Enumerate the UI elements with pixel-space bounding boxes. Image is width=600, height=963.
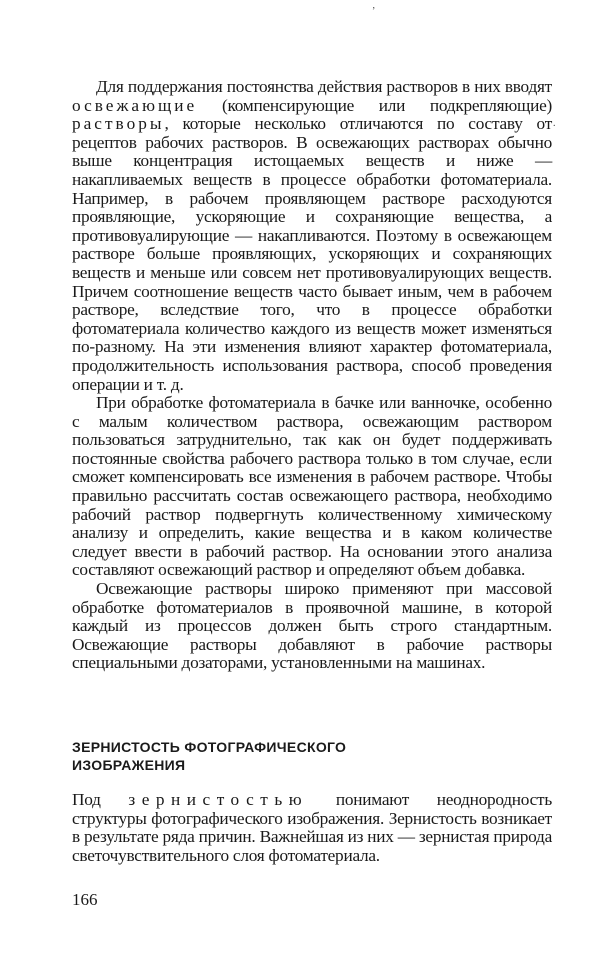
spaced-emphasis: растворы [72, 114, 165, 134]
paragraph-mass-processing: Освежающие растворы широко применяют при массовой обработке фотоматериалов в проявочной машине, в которой каждый из процессов должен быть строго стандартным. Освежающие растворы добавляют в рабочие растворы специальными дозаторами, установленными на машинах. [72, 579, 552, 673]
paragraph-graininess: Под зернистостью понимают неоднородность структуры фотографического изображения. Зернистость возникает в результате ряда причин. Важнейшая из них — зернистая природа светочувствительного слоя фотоматериала. [72, 790, 552, 865]
scan-speck-mark: . [553, 118, 556, 129]
page-number: 166 [72, 890, 98, 909]
section-text-block [72, 791, 552, 865]
section-heading: ЗЕРНИСТОСТЬ ФОТОГРАФИЧЕСКОГО ИЗОБРАЖЕНИЯ [72, 739, 347, 773]
paragraph-tank-processing: При обработке фотоматериала в бачке или ванночке, особенно с малым количеством раствора, освежающим раствором пользоваться затруднительно, так как он будет поддерживать постоянные свойства рабочего раствора только в том случае, если сможет компенсировать все изменения в рабочем растворе. Чтобы правильно рассчитать состав освежающего раствора, необходимо рабочий раствор подвергнуть количественному химическому анализу и определить, какие вещества и в каком количестве следует ввести в рабочий раствор. На основании этого анализа составляют освежающий раствор и определяют объем добавка. [72, 393, 552, 580]
spaced-emphasis: освежающие [72, 95, 198, 115]
main-text-block [72, 78, 552, 673]
scan-speck-mark: ʼ [372, 6, 376, 17]
spaced-emphasis: зернистостью [128, 790, 309, 809]
paragraph-refreshing-solutions: Для поддержания постоянства действия растворов в них вводят освежающие (компенсирующие или подкрепляющие) растворы, которые несколько отличаются по составу от рецептов рабочих растворов. В освежающих растворах обычно выше концентрация истощаемых веществ и ниже — накапливаемых веществ в процессе обработки фотоматериала. Например, в рабочем проявляющем растворе расходуются проявляющие, ускоряющие и сохраняющие вещества, а противовуалирующие — накапливаются. Поэтому в освежающем растворе больше проявляющих, ускоряющих и сохраняющих веществ и меньше или совсем нет противовуалирующих веществ. Причем соотношение веществ часто бывает иным, чем в рабочем растворе, вследствие того, что в процессе обработки фотоматериала количество каждого из веществ может изменяться по-разному. На эти изменения влияют характер фотоматериала, продолжительность использования раствора, способ проведения операции и т. д. [72, 77, 552, 394]
